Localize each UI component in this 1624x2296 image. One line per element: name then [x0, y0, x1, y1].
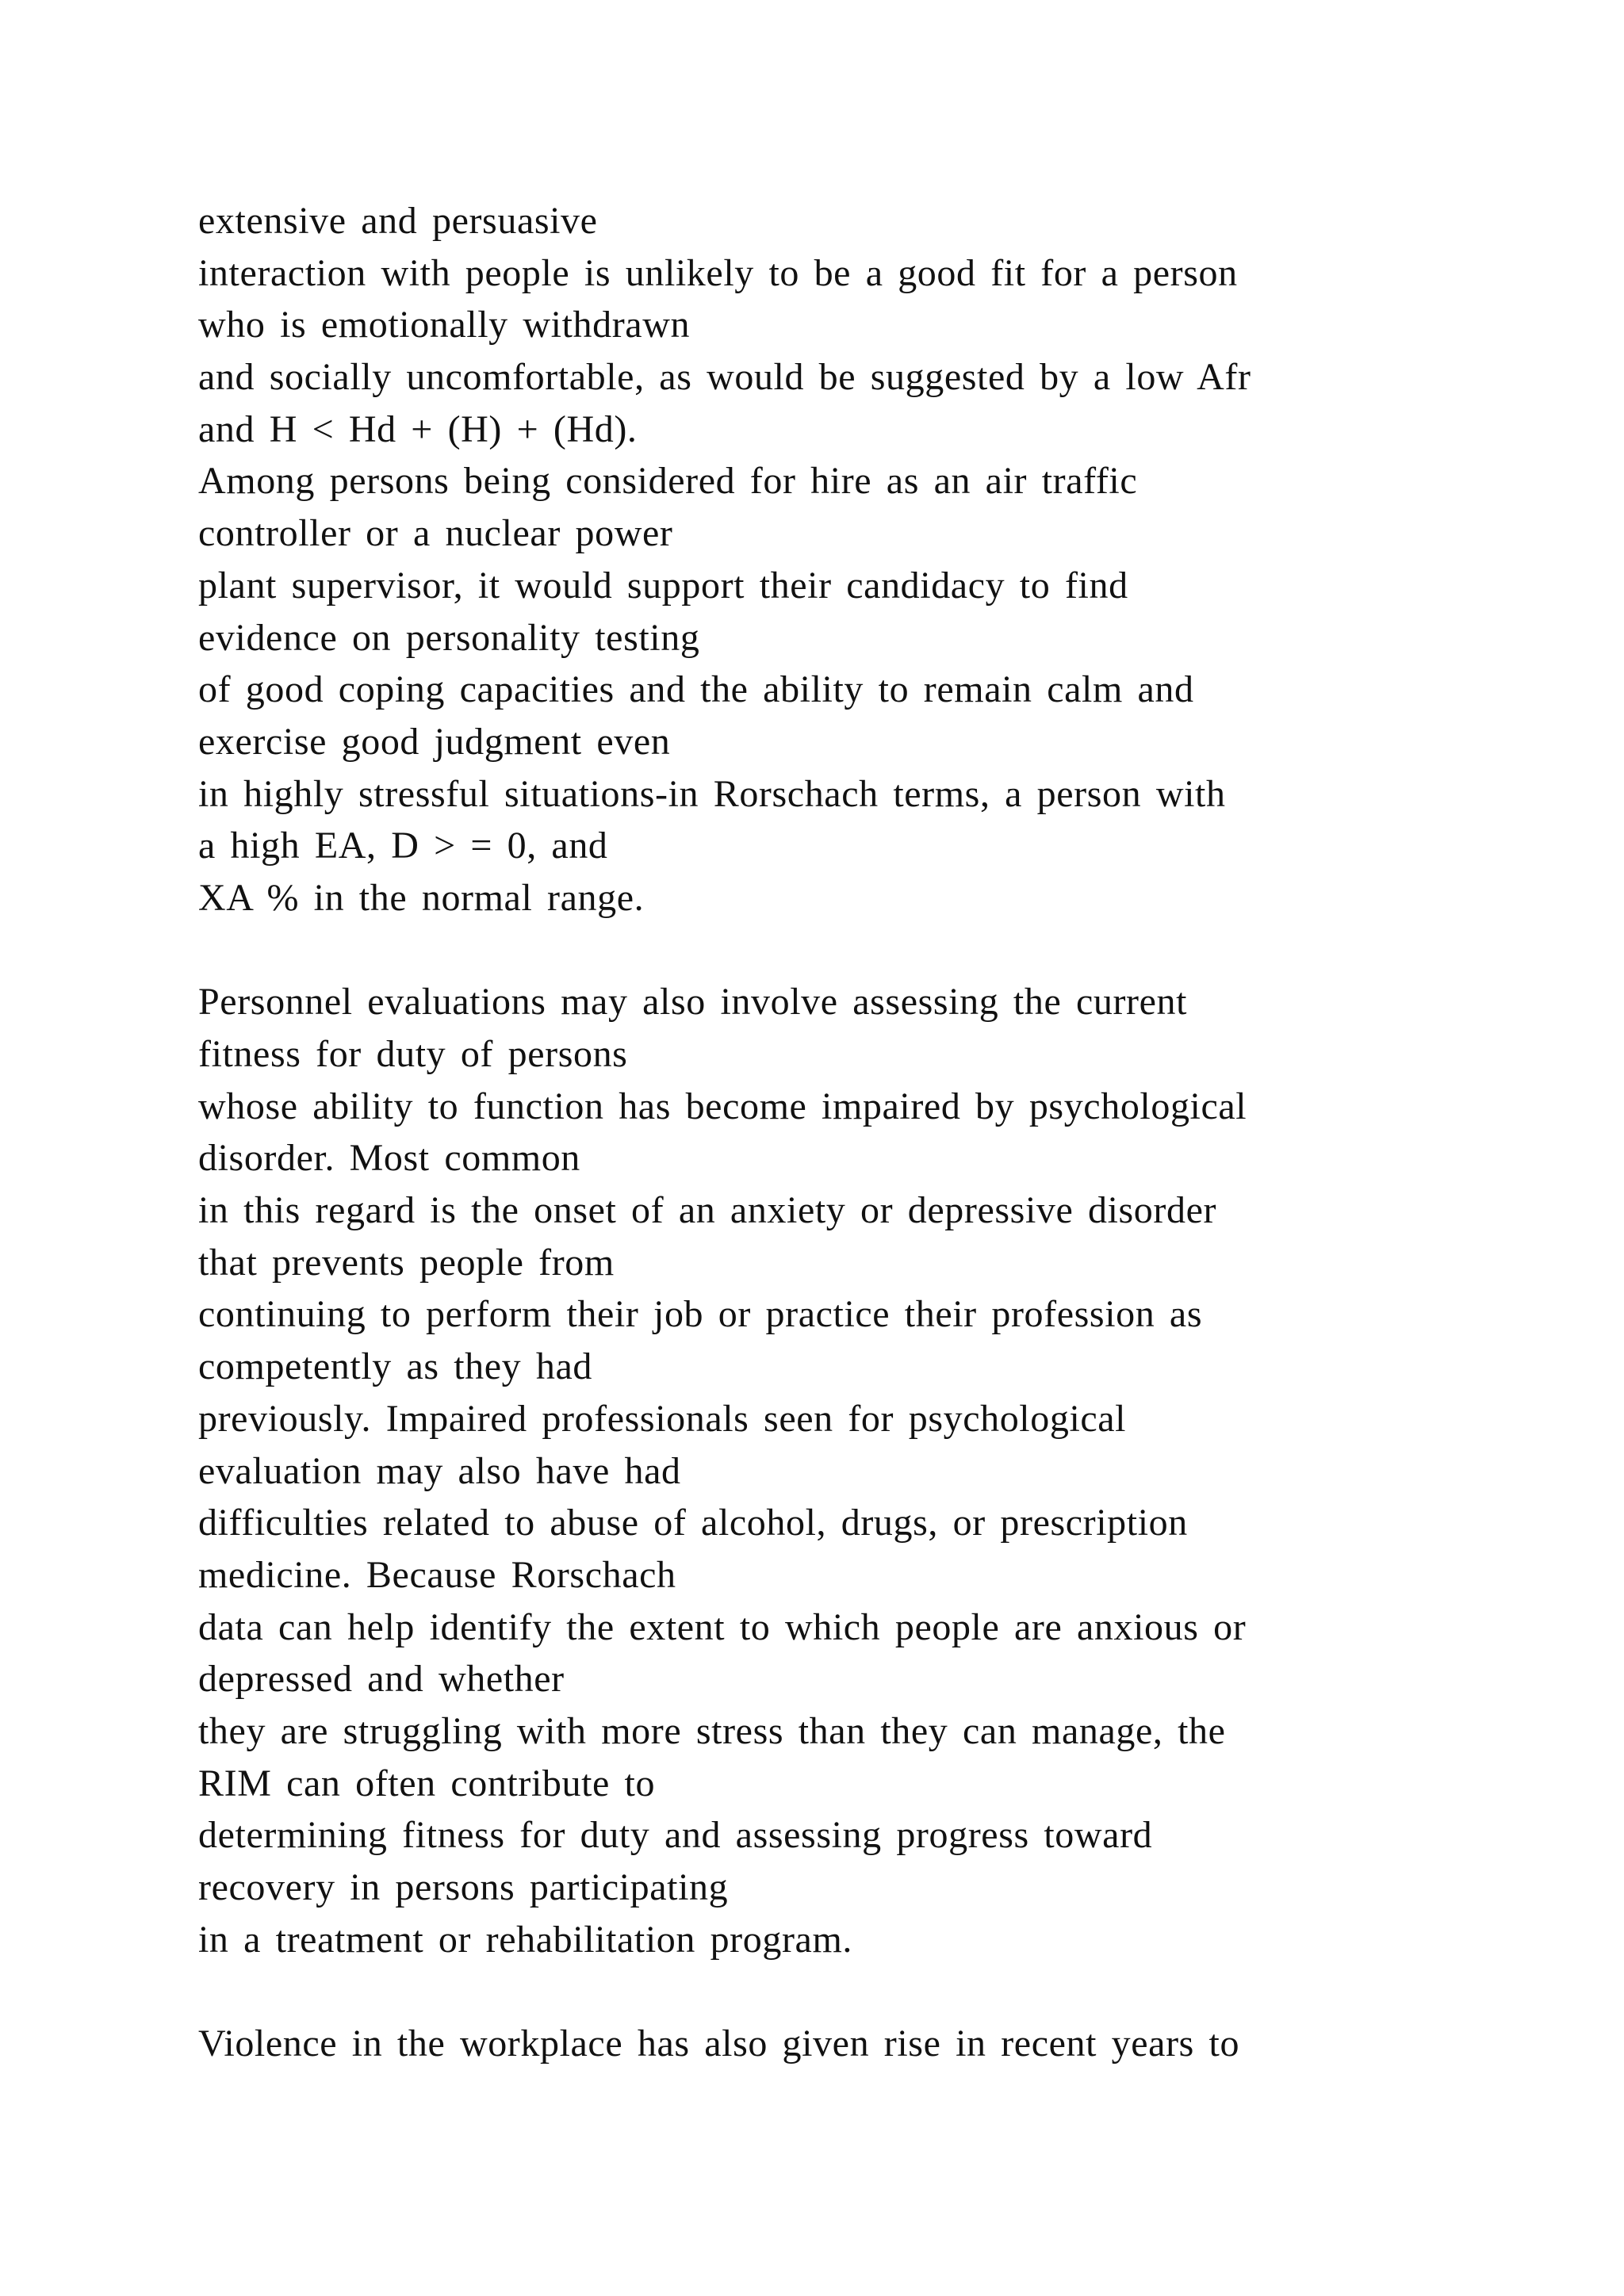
paragraph-3	[198, 2018, 1435, 2070]
text-line: difficulties related to abuse of alcohol, drugs, or prescription	[198, 1502, 1188, 1544]
text-line: they are struggling with more stress than they can manage, the	[198, 1709, 1226, 1752]
text-line: determining fitness for duty and assessing progress toward	[198, 1814, 1153, 1857]
text-line: disorder. Most common	[198, 1137, 580, 1180]
text-line: Among persons being considered for hire as an air traffic	[198, 460, 1138, 503]
text-line: interaction with people is unlikely to be a good fit for a person	[198, 251, 1238, 294]
text-line: RIM can often contribute to	[198, 1762, 656, 1804]
text-line: extensive and persuasive	[198, 200, 598, 242]
paragraph-gap	[198, 924, 1435, 977]
text-line: evaluation may also have had	[198, 1449, 681, 1492]
text-line: competently as they had	[198, 1345, 592, 1388]
text-line: a high EA, D > = 0, and	[198, 825, 608, 867]
text-line: medicine. Because Rorschach	[198, 1553, 676, 1596]
text-line: depressed and whether	[198, 1658, 565, 1701]
text-line: in a treatment or rehabilitation program.	[198, 1918, 852, 1961]
paragraph-gap	[198, 1965, 1435, 2018]
text-line: Personnel evaluations may also involve assessing the current	[198, 981, 1188, 1024]
text-line: fitness for duty of persons	[198, 1033, 628, 1075]
text-line: recovery in persons participating	[198, 1866, 729, 1908]
text-line: data can help identify the extent to which people are anxious or	[198, 1605, 1247, 1648]
text-line: plant supervisor, it would support their candidacy to find	[198, 564, 1128, 607]
body-text	[198, 195, 1435, 2070]
text-line: XA % in the normal range.	[198, 876, 645, 919]
text-line: that prevents people from	[198, 1241, 615, 1284]
text-line: continuing to perform their job or practice their profession as	[198, 1293, 1203, 1336]
text-line: whose ability to function has become impaired by psychological	[198, 1085, 1247, 1127]
text-line: who is emotionally withdrawn	[198, 304, 691, 346]
text-line: of good coping capacities and the ability to remain calm and	[198, 668, 1194, 711]
text-line: and socially uncomfortable, as would be suggested by a low Afr	[198, 356, 1251, 399]
text-line: exercise good judgment even	[198, 720, 671, 763]
text-line: Violence in the workplace has also given rise in recent years to	[198, 2022, 1240, 2065]
text-line: previously. Impaired professionals seen for psychological	[198, 1397, 1127, 1440]
text-line: and H < Hd + (H) + (Hd).	[198, 408, 638, 450]
text-line: in highly stressful situations-in Rorschach terms, a person with	[198, 772, 1226, 815]
text-line: controller or a nuclear power	[198, 512, 673, 555]
text-line: evidence on personality testing	[198, 616, 700, 659]
paragraph-2	[198, 976, 1435, 1965]
paragraph-1	[198, 195, 1435, 924]
text-line: in this regard is the onset of an anxiety or depressive disorder	[198, 1189, 1217, 1232]
